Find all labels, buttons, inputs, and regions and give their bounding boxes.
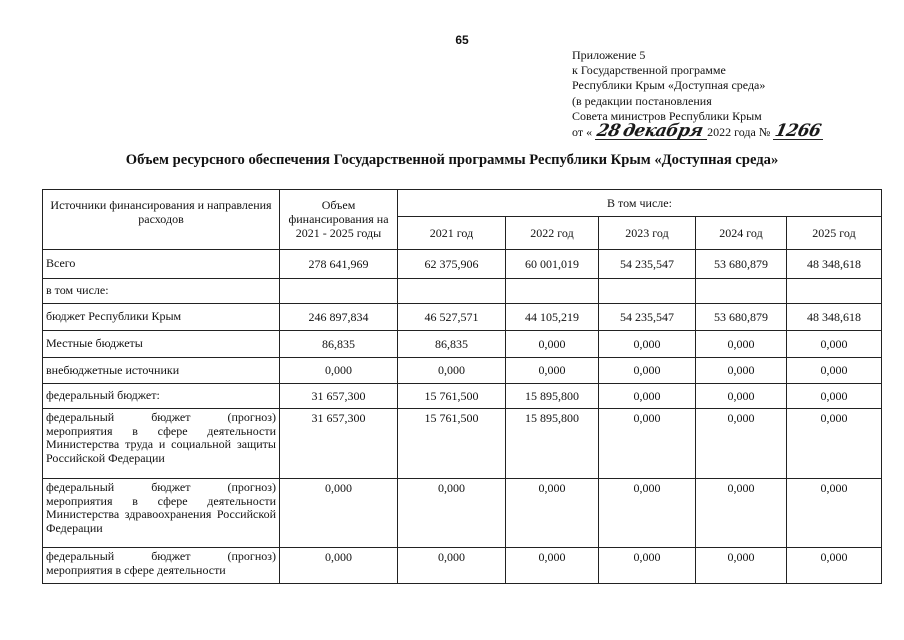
table-header-row [43, 190, 882, 217]
row-value [599, 279, 696, 304]
row-value: 15 761,500 [398, 384, 506, 409]
row-value: 0,000 [506, 358, 599, 384]
row-value: 0,000 [787, 358, 882, 384]
row-value: 0,000 [787, 384, 882, 409]
row-value: 0,000 [696, 409, 787, 479]
row-value: 0,000 [787, 331, 882, 358]
header-source: Источники финансирования и направления расходов [43, 190, 280, 250]
row-value: 0,000 [787, 479, 882, 548]
header-total: Объем финансирования на 2021 - 2025 годы [280, 190, 398, 250]
row-total: 0,000 [280, 358, 398, 384]
table-row [43, 358, 882, 384]
row-total [280, 279, 398, 304]
row-value: 0,000 [787, 409, 882, 479]
row-value: 0,000 [506, 548, 599, 584]
row-value: 0,000 [599, 358, 696, 384]
row-value [398, 279, 506, 304]
table-row [43, 384, 882, 409]
appendix-date-line [572, 121, 892, 142]
appendix-line: Республики Крым «Доступная среда» [572, 78, 766, 93]
row-value: 0,000 [599, 331, 696, 358]
doc-number-handwritten [773, 121, 823, 142]
row-value: 0,000 [599, 384, 696, 409]
row-value: 0,000 [506, 479, 599, 548]
row-value: 0,000 [696, 548, 787, 584]
doc-number: 1266 [773, 121, 823, 142]
row-value: 48 348,618 [787, 250, 882, 279]
row-total: 0,000 [280, 548, 398, 584]
header-year: 2024 год [696, 217, 787, 250]
header-year: 2023 год [599, 217, 696, 250]
appendix-line: (в редакции постановления [572, 93, 712, 108]
row-value: 0,000 [696, 331, 787, 358]
header-year: 2025 год [787, 217, 882, 250]
date-handwritten [595, 121, 707, 142]
appendix-line: к Государственной программе [572, 63, 726, 78]
row-value [506, 279, 599, 304]
row-label: в том числе: [43, 279, 280, 304]
row-value: 46 527,571 [398, 304, 506, 331]
row-label: федеральный бюджет: [43, 384, 280, 409]
table-row [43, 479, 882, 548]
table-row [43, 304, 882, 331]
row-value: 0,000 [506, 331, 599, 358]
table-row [43, 279, 882, 304]
row-value: 0,000 [398, 479, 506, 548]
row-value: 0,000 [398, 548, 506, 584]
row-value: 0,000 [599, 548, 696, 584]
date-prefix: от « [572, 125, 593, 140]
row-total: 31 657,300 [280, 409, 398, 479]
page-number: 65 [455, 33, 469, 47]
row-value [696, 279, 787, 304]
date-month: декабря [620, 121, 705, 142]
row-value: 0,000 [696, 384, 787, 409]
appendix-line: Приложение 5 [572, 48, 646, 62]
row-total: 0,000 [280, 479, 398, 548]
header-year: 2021 год [398, 217, 506, 250]
row-value: 86,835 [398, 331, 506, 358]
table-row [43, 409, 882, 479]
appendix-block [572, 48, 892, 140]
row-value: 53 680,879 [696, 250, 787, 279]
row-value: 62 375,906 [398, 250, 506, 279]
row-value: 15 761,500 [398, 409, 506, 479]
document-title: Объем ресурсного обеспечения Государственной программы Республики Крым «Доступная среда» [125, 152, 779, 168]
row-total: 246 897,834 [280, 304, 398, 331]
row-value [787, 279, 882, 304]
row-value: 44 105,219 [506, 304, 599, 331]
appendix-line: Совета министров Республики Крым [572, 108, 762, 123]
row-value: 54 235,547 [599, 304, 696, 331]
date-day: 28 [595, 121, 623, 142]
row-value: 0,000 [599, 409, 696, 479]
funding-table [42, 189, 882, 584]
row-value: 0,000 [599, 479, 696, 548]
header-year: 2022 год [506, 217, 599, 250]
row-value: 48 348,618 [787, 304, 882, 331]
header-including: В том числе: [398, 190, 882, 217]
table-row [43, 548, 882, 584]
table-row [43, 250, 882, 279]
row-label: внебюджетные источники [43, 358, 280, 384]
row-total: 278 641,969 [280, 250, 398, 279]
date-year-text: 2022 года № [707, 125, 771, 140]
row-value: 53 680,879 [696, 304, 787, 331]
row-value: 0,000 [696, 358, 787, 384]
row-value: 54 235,547 [599, 250, 696, 279]
row-total: 86,835 [280, 331, 398, 358]
row-label: федеральный бюджет (прогноз) мероприятия в сфере деятельности [43, 548, 280, 584]
row-value: 60 001,019 [506, 250, 599, 279]
row-value: 15 895,800 [506, 384, 599, 409]
row-label: Всего [43, 250, 280, 279]
row-value: 15 895,800 [506, 409, 599, 479]
row-total: 31 657,300 [280, 384, 398, 409]
row-label: бюджет Республики Крым [43, 304, 280, 331]
row-label: Местные бюджеты [43, 331, 280, 358]
row-value: 0,000 [787, 548, 882, 584]
row-label: федеральный бюджет (прогноз) мероприятия в сфере деятельности Министерства здравоохранения Российской Федерации [43, 479, 280, 548]
table-row [43, 331, 882, 358]
row-label: федеральный бюджет (прогноз) мероприятия в сфере деятельности Министерства труда и социальной защиты Российской Федерации [43, 409, 280, 479]
row-value: 0,000 [398, 358, 506, 384]
row-value: 0,000 [696, 479, 787, 548]
